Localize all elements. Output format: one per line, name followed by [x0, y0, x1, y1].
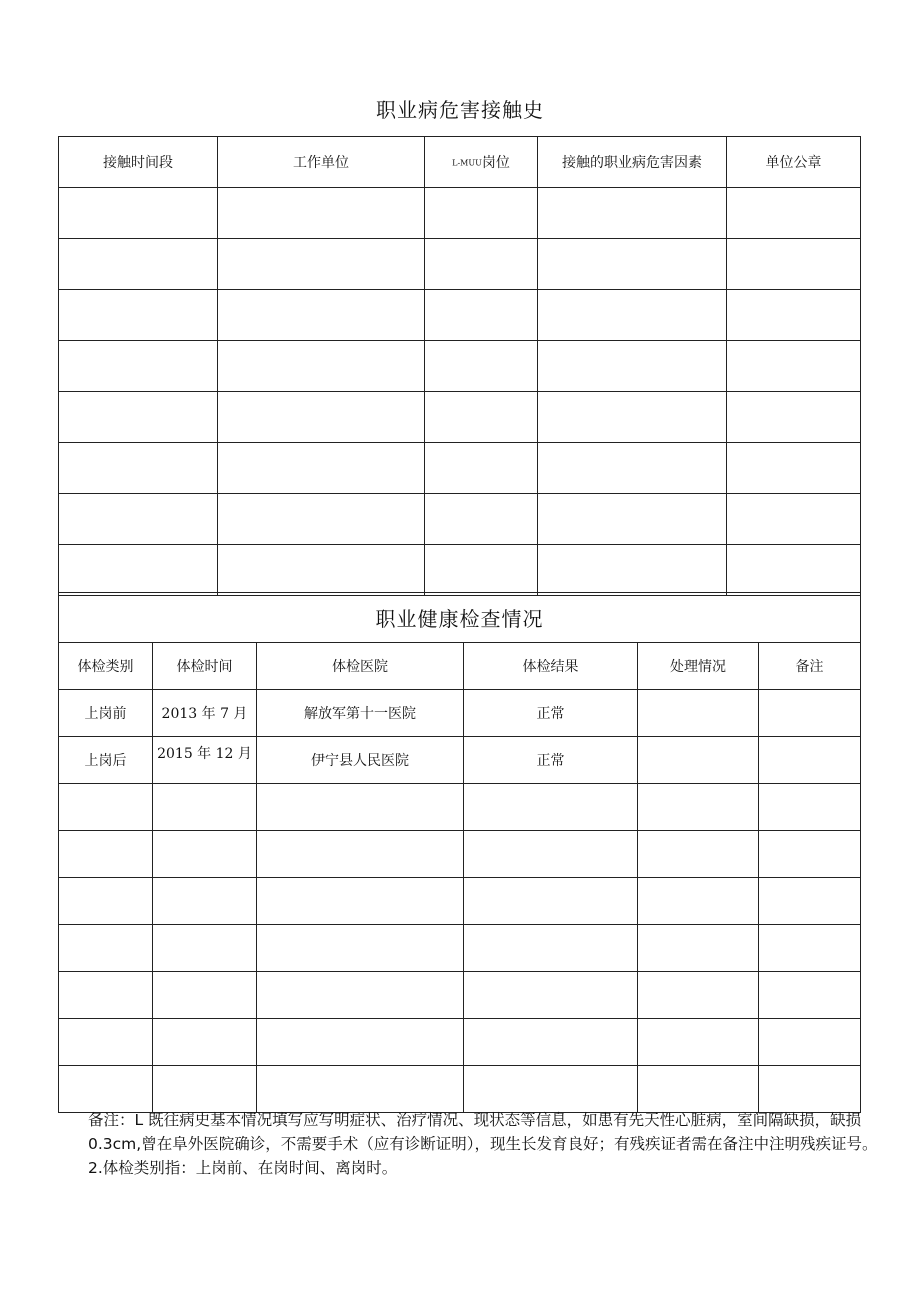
- exam-row: [59, 1066, 861, 1113]
- exam-row: [59, 831, 861, 878]
- header-position-prefix: L-MUU: [452, 158, 482, 168]
- header-work-unit: 工作单位: [218, 137, 425, 188]
- cell[interactable]: [425, 188, 538, 239]
- cell[interactable]: [59, 188, 218, 239]
- cell[interactable]: [59, 972, 153, 1019]
- exposure-row: [59, 188, 861, 239]
- cell[interactable]: [257, 784, 464, 831]
- exposure-history-title: 职业病危害接触史: [376, 98, 544, 122]
- cell[interactable]: [538, 341, 727, 392]
- cell[interactable]: [425, 290, 538, 341]
- cell[interactable]: [538, 443, 727, 494]
- exposure-row: [59, 290, 861, 341]
- cell[interactable]: [153, 831, 257, 878]
- cell[interactable]: [464, 1019, 638, 1066]
- header-hazard-factors: 接触的职业病危害因素: [538, 137, 727, 188]
- exam-date-cell[interactable]: 2015 年 12 月: [153, 737, 257, 784]
- exam-hospital-cell[interactable]: 伊宁县人民医院: [257, 737, 464, 784]
- exam-type-cell[interactable]: 上岗后: [59, 737, 153, 784]
- notes-section: [88, 1108, 878, 1180]
- exam-hospital-cell[interactable]: 解放军第十一医院: [257, 690, 464, 737]
- exposure-row: [59, 545, 861, 596]
- cell[interactable]: [538, 290, 727, 341]
- exam-row: [59, 925, 861, 972]
- cell[interactable]: [218, 392, 425, 443]
- exam-remarks-cell[interactable]: [759, 737, 861, 784]
- cell[interactable]: [153, 878, 257, 925]
- cell[interactable]: [638, 1019, 759, 1066]
- exam-date-cell[interactable]: 2013 年 7 月: [153, 690, 257, 737]
- cell[interactable]: [218, 545, 425, 596]
- cell[interactable]: [59, 545, 218, 596]
- cell[interactable]: [727, 290, 861, 341]
- cell[interactable]: [59, 443, 218, 494]
- cell[interactable]: [218, 290, 425, 341]
- exposure-row: [59, 341, 861, 392]
- exam-handling-cell[interactable]: [638, 690, 759, 737]
- cell[interactable]: [59, 831, 153, 878]
- health-exam-table: [58, 592, 861, 1113]
- cell[interactable]: [153, 925, 257, 972]
- note-line-2: 2.体检类别指：上岗前、在岗时间、离岗时。: [88, 1159, 398, 1177]
- cell[interactable]: [727, 341, 861, 392]
- cell[interactable]: [759, 784, 861, 831]
- exposure-header-row: [59, 137, 861, 188]
- cell[interactable]: [638, 784, 759, 831]
- cell[interactable]: [464, 972, 638, 1019]
- cell[interactable]: [727, 545, 861, 596]
- cell[interactable]: [727, 188, 861, 239]
- cell[interactable]: [727, 392, 861, 443]
- cell[interactable]: [59, 784, 153, 831]
- cell[interactable]: [425, 392, 538, 443]
- exam-remarks-cell[interactable]: [759, 690, 861, 737]
- header-unit-seal: 单位公章: [727, 137, 861, 188]
- exposure-history-table: [58, 136, 861, 596]
- header-exam-result: 体检结果: [464, 643, 638, 690]
- cell[interactable]: [59, 494, 218, 545]
- cell[interactable]: [538, 545, 727, 596]
- cell[interactable]: [638, 972, 759, 1019]
- cell[interactable]: [59, 341, 218, 392]
- exam-section-row: [59, 593, 861, 643]
- header-remarks: 备注: [759, 643, 861, 690]
- exposure-row: [59, 443, 861, 494]
- cell[interactable]: [153, 1066, 257, 1113]
- cell[interactable]: [638, 1066, 759, 1113]
- cell[interactable]: [218, 188, 425, 239]
- header-exam-hospital: 体检医院: [257, 643, 464, 690]
- cell[interactable]: [153, 1019, 257, 1066]
- cell[interactable]: [218, 494, 425, 545]
- cell[interactable]: [464, 925, 638, 972]
- cell[interactable]: [759, 1066, 861, 1113]
- cell[interactable]: [59, 239, 218, 290]
- exam-row: [59, 690, 861, 737]
- exposure-row: [59, 494, 861, 545]
- cell[interactable]: [257, 925, 464, 972]
- header-position-label: 岗位: [481, 155, 510, 171]
- cell[interactable]: [59, 392, 218, 443]
- exam-row: [59, 784, 861, 831]
- cell[interactable]: [638, 925, 759, 972]
- cell[interactable]: [759, 972, 861, 1019]
- cell[interactable]: [727, 494, 861, 545]
- cell[interactable]: [59, 925, 153, 972]
- cell[interactable]: [759, 1019, 861, 1066]
- cell[interactable]: [257, 831, 464, 878]
- cell[interactable]: [464, 831, 638, 878]
- header-exam-type: 体检类别: [59, 643, 153, 690]
- cell[interactable]: [727, 239, 861, 290]
- cell[interactable]: [425, 341, 538, 392]
- cell[interactable]: [464, 878, 638, 925]
- cell[interactable]: [538, 239, 727, 290]
- cell[interactable]: [538, 392, 727, 443]
- exam-result-cell[interactable]: 正常: [464, 690, 638, 737]
- cell[interactable]: [538, 188, 727, 239]
- header-exam-date: 体检时间: [153, 643, 257, 690]
- header-handling: 处理情况: [638, 643, 759, 690]
- cell[interactable]: [59, 1019, 153, 1066]
- header-exposure-period: 接触时间段: [59, 137, 218, 188]
- cell[interactable]: [425, 239, 538, 290]
- cell[interactable]: [759, 831, 861, 878]
- cell[interactable]: [464, 784, 638, 831]
- exam-row: [59, 737, 861, 784]
- health-exam-title: 职业健康检查情况: [59, 593, 861, 643]
- cell[interactable]: [425, 494, 538, 545]
- exam-header-row: [59, 643, 861, 690]
- exam-row: [59, 1019, 861, 1066]
- cell[interactable]: [638, 831, 759, 878]
- cell[interactable]: [153, 784, 257, 831]
- cell[interactable]: [218, 239, 425, 290]
- cell[interactable]: [59, 290, 218, 341]
- cell[interactable]: [218, 341, 425, 392]
- cell[interactable]: [464, 1066, 638, 1113]
- header-position: [425, 137, 538, 188]
- cell[interactable]: [218, 443, 425, 494]
- cell[interactable]: [759, 878, 861, 925]
- cell[interactable]: [59, 1066, 153, 1113]
- cell[interactable]: [425, 545, 538, 596]
- exam-row: [59, 972, 861, 1019]
- cell[interactable]: [425, 443, 538, 494]
- cell[interactable]: [257, 1066, 464, 1113]
- note-line-1: 备注：L 既往病史基本情况填写应写明症状、治疗情况、现状态等信息，如患有先天性心脏病，室间隔缺损，缺损 0.3cm,曾在阜外医院确诊，不需要手术（应有诊断证明），现生长发育良好；有残疾证者需在备注中注明残疾证号。: [88, 1111, 878, 1153]
- cell[interactable]: [727, 443, 861, 494]
- cell[interactable]: [257, 1019, 464, 1066]
- cell[interactable]: [759, 925, 861, 972]
- exam-row: [59, 878, 861, 925]
- cell[interactable]: [538, 494, 727, 545]
- exposure-row: [59, 392, 861, 443]
- exam-type-cell[interactable]: 上岗前: [59, 690, 153, 737]
- cell[interactable]: [257, 878, 464, 925]
- exposure-row: [59, 239, 861, 290]
- cell[interactable]: [638, 878, 759, 925]
- exam-handling-cell[interactable]: [638, 737, 759, 784]
- cell[interactable]: [257, 972, 464, 1019]
- exam-result-cell[interactable]: 正常: [464, 737, 638, 784]
- cell[interactable]: [59, 878, 153, 925]
- cell[interactable]: [153, 972, 257, 1019]
